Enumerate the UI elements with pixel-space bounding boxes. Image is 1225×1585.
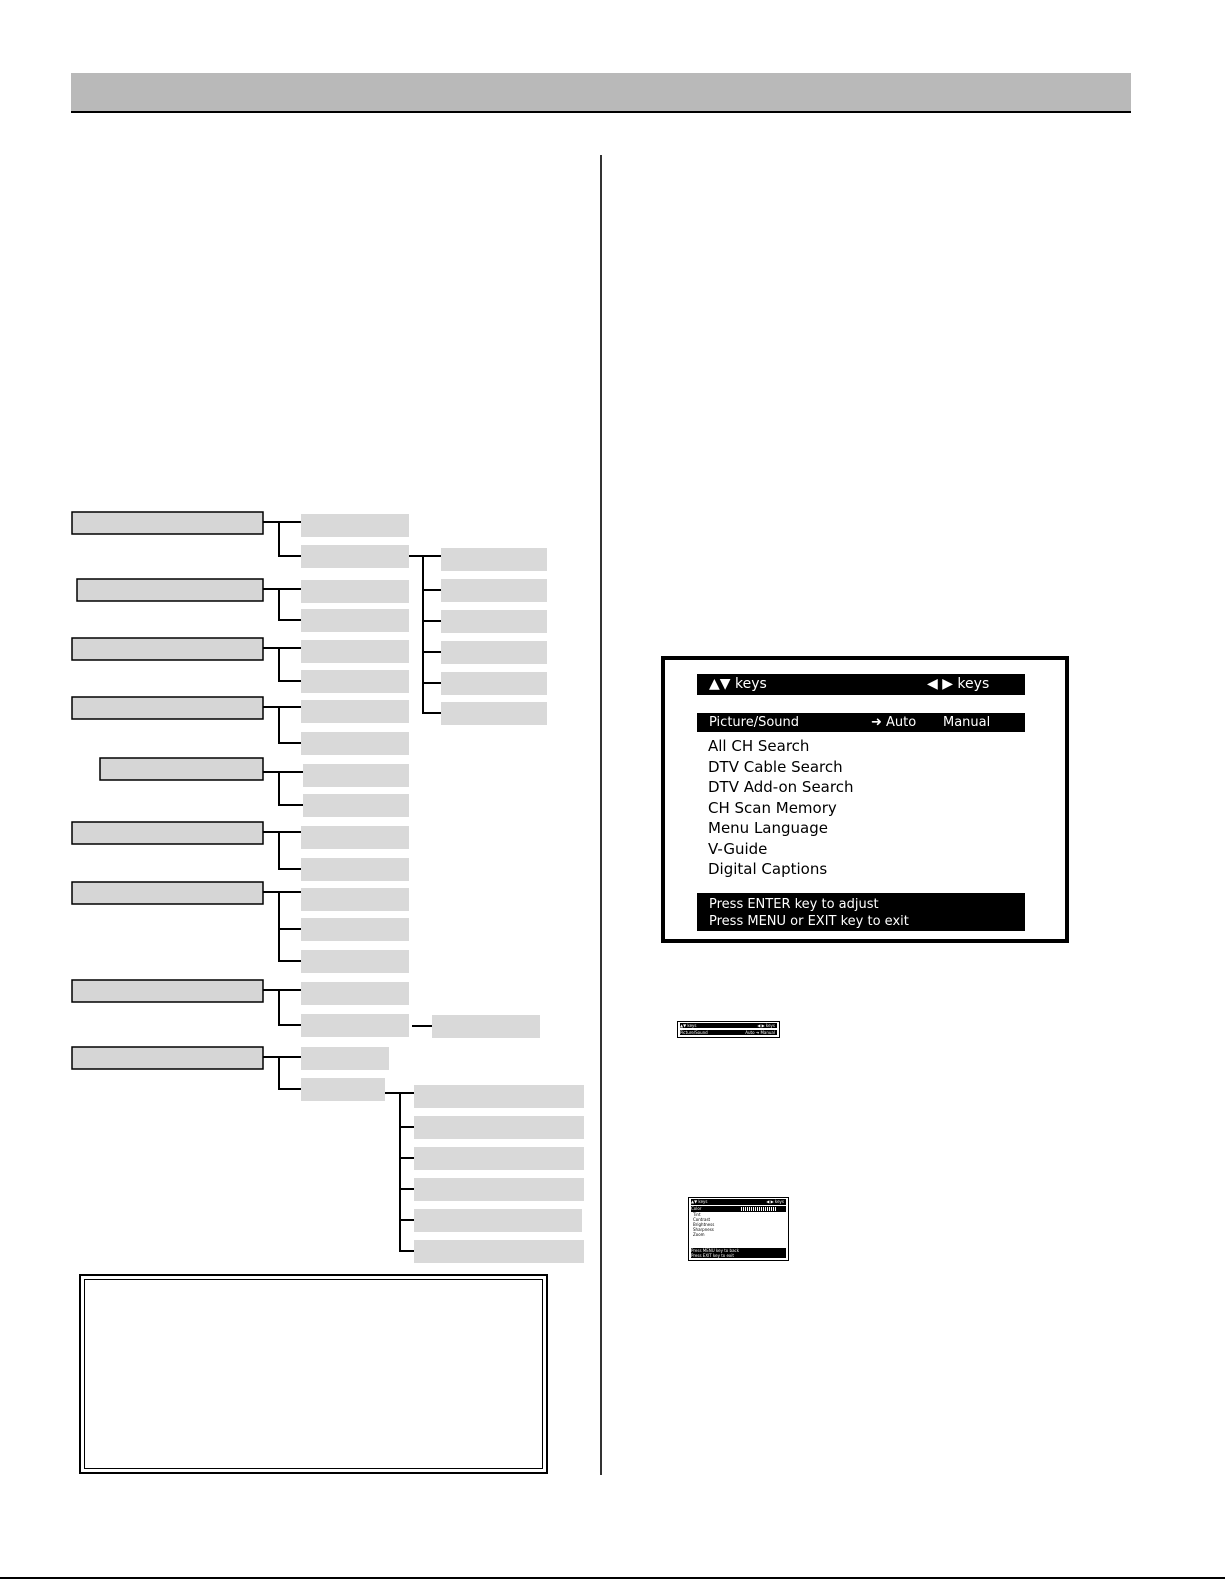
thumb2-item: Brightness <box>693 1222 715 1227</box>
manual-option[interactable]: Manual <box>943 715 991 730</box>
tree-grandchild <box>414 1209 582 1232</box>
tree-child <box>301 609 409 632</box>
tree-child <box>301 950 409 973</box>
thumb-row <box>680 1030 777 1035</box>
tree-child <box>301 700 409 723</box>
thumb2-item: Sharpness <box>693 1227 714 1232</box>
tree-child <box>301 1047 389 1070</box>
picture-sound-label: Picture/Sound <box>709 715 800 730</box>
thumb2-selected-label: Color <box>691 1206 702 1211</box>
menu-item-picture-sound[interactable] <box>697 713 1025 732</box>
tree-child <box>301 826 409 849</box>
thumb2-list <box>693 1212 714 1237</box>
tree-grandchild <box>441 579 547 602</box>
tree-child <box>301 1014 409 1037</box>
tree-grandchild <box>414 1240 584 1263</box>
tree-child <box>301 670 409 693</box>
tree-child <box>301 514 409 537</box>
tree-root-1 <box>72 512 263 534</box>
thumb-keys-bar <box>680 1023 777 1028</box>
thumb-row-value: Auto ➜ Manual <box>745 1030 775 1035</box>
tree-grandchild <box>441 610 547 633</box>
tree-grandchild <box>432 1015 540 1038</box>
tree-root-8 <box>72 980 263 1002</box>
tree-child <box>301 888 409 911</box>
auto-option[interactable]: ➜ Auto <box>871 715 917 730</box>
tree-child <box>301 858 409 881</box>
level-bar-icon <box>741 1207 776 1211</box>
tree-grandchild <box>414 1147 584 1170</box>
leftright-keys-label: ◀ ▶ keys <box>927 676 990 692</box>
tree-root-3 <box>72 638 263 660</box>
tree-grandchild <box>441 548 547 571</box>
thumb2-footer-line2: Press EXIT key to exit <box>691 1253 734 1258</box>
tree-root-5 <box>100 758 263 780</box>
tree-child <box>301 982 409 1005</box>
thumb2-footer-line1: Press MENU key to back <box>691 1248 740 1253</box>
note-box <box>79 1274 548 1474</box>
tree-child <box>303 764 409 787</box>
tree-child <box>301 732 409 755</box>
footer-line-adjust: Press ENTER key to adjust <box>709 897 879 912</box>
picture-sound-thumbnail <box>677 1021 780 1038</box>
menu-item[interactable]: DTV Add-on Search <box>708 778 854 796</box>
menu-item[interactable]: CH Scan Memory <box>708 798 837 817</box>
menu-item[interactable]: Digital Captions <box>708 860 828 878</box>
page-bottom-rule <box>0 1577 1225 1579</box>
tree-child <box>301 545 409 568</box>
tree-root-7 <box>72 882 263 904</box>
tree-root-9 <box>72 1047 263 1069</box>
thumb-keys-right: ◀ ▶ keys <box>757 1023 775 1028</box>
tree-grandchild <box>441 672 547 695</box>
menu-item[interactable]: All CH Search <box>708 737 810 755</box>
tree-grandchild <box>414 1116 584 1139</box>
tree-grandchild <box>441 641 547 664</box>
tree-grandchild <box>414 1178 584 1201</box>
thumb2-footer <box>691 1248 786 1258</box>
thumb2-item: Zoom <box>693 1232 705 1237</box>
footer-line-exit: Press MENU or EXIT key to exit <box>709 914 909 929</box>
tree-grandchild <box>441 702 547 725</box>
thumb2-keys-bar <box>691 1199 786 1205</box>
tv-setup-menu-screen <box>661 656 1069 943</box>
tree-grandchild <box>414 1085 584 1108</box>
tree-root-4 <box>72 697 263 719</box>
menu-item[interactable]: DTV Cable Search <box>708 757 843 776</box>
tv-keys-bar <box>697 674 1025 695</box>
tree-child <box>303 794 409 817</box>
thumb2-keys-left: ▲▼ keys <box>691 1199 708 1204</box>
tv-footer-instructions <box>697 893 1025 931</box>
thumb2-item: Contrast <box>693 1217 711 1222</box>
note-box-inner-border <box>84 1279 543 1469</box>
tree-root-2 <box>77 579 263 601</box>
picture-settings-thumbnail <box>688 1197 789 1261</box>
thumb-row-item: Picture/Sound <box>680 1030 708 1035</box>
menu-item[interactable]: Menu Language <box>708 819 828 837</box>
tree-child <box>301 1078 385 1101</box>
tree-child <box>301 918 409 941</box>
updown-keys-label: ▲▼ keys <box>709 676 767 692</box>
tv-menu-list <box>708 736 853 880</box>
menu-item[interactable]: V-Guide <box>708 839 768 858</box>
tree-child <box>301 640 409 663</box>
thumb-keys-left: ▲▼ keys <box>680 1023 697 1028</box>
tree-root-6 <box>72 822 263 844</box>
thumb2-keys-right: ◀ ▶ keys <box>766 1199 784 1204</box>
tree-child <box>301 580 409 603</box>
thumb2-item: Tint <box>693 1212 701 1217</box>
